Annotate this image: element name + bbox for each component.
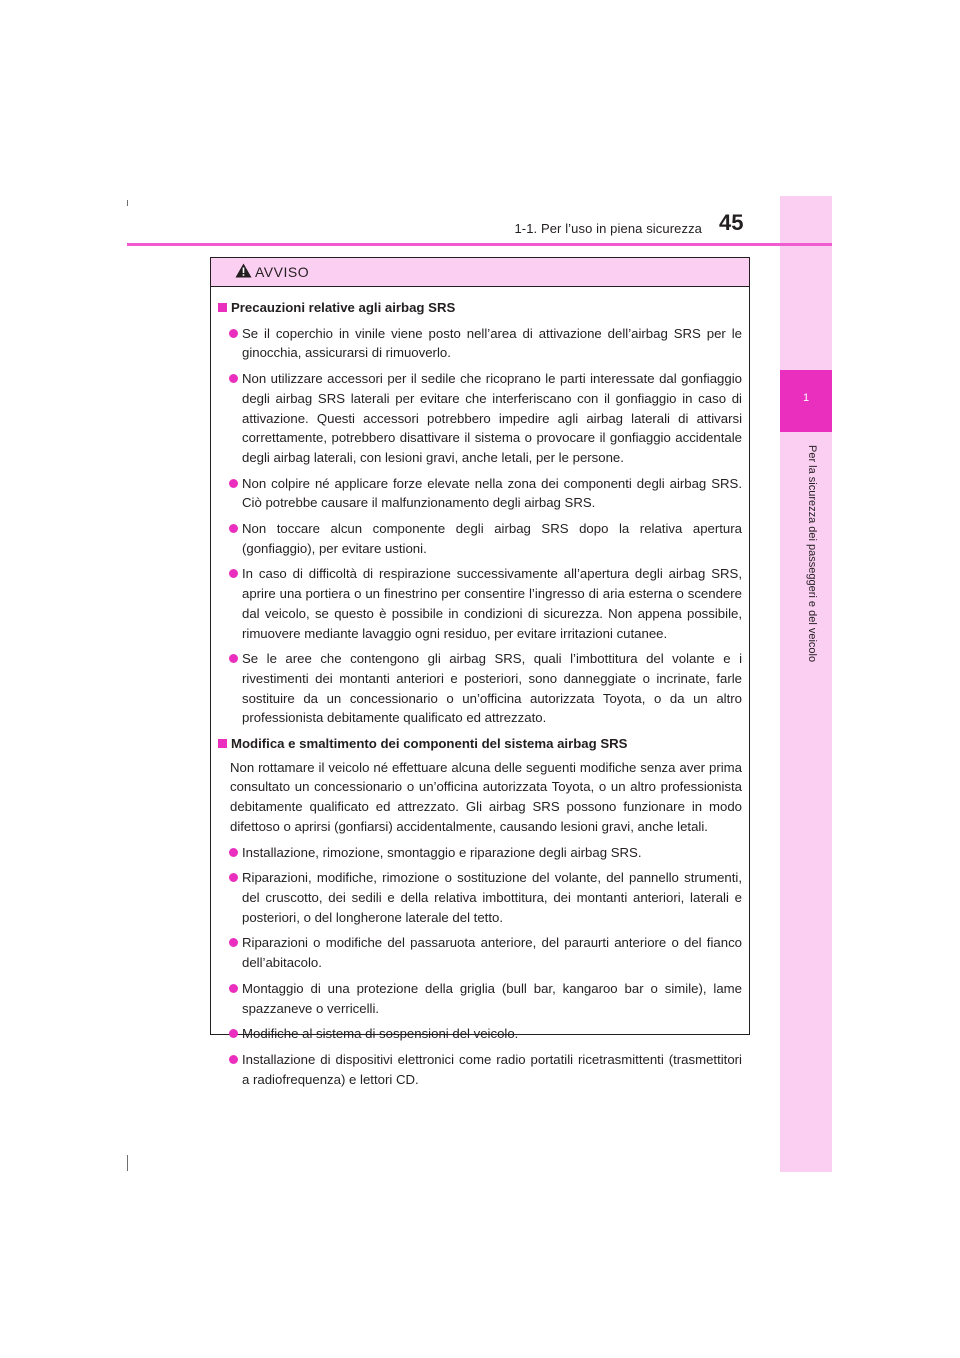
list-item: Montaggio di una protezione della griglia (bull bar, kangaroo bar o simile), lame spazzaneve o verricelli. [218,979,742,1018]
list-item: Riparazioni, modifiche, rimozione o sostituzione del volante, del pannello strumenti, del cruscotto, dei sedili e della relativa imbottitura, dei montanti anteriori, laterali e posteriori, o del longherone laterale del tetto. [218,868,742,927]
crop-mark [127,200,128,206]
bullet-icon [229,1055,238,1064]
bullet-icon [229,374,238,383]
section-header: 1-1. Per l’uso in piena sicurezza [514,221,702,236]
chapter-title: Per la sicurezza dei passeggeri e del veicolo [806,445,818,663]
warning-label: AVVISO [255,264,310,280]
warning-header [211,258,749,287]
warning-triangle-icon [235,263,252,283]
bullet-icon [229,569,238,578]
section-square-icon [218,739,227,748]
page-number: 45 [719,210,744,235]
bullet-icon [229,873,238,882]
warning-body [211,287,749,1089]
list-item: Installazione di dispositivi elettronici come radio portatili ricetrasmittenti (trasmettitori a radiofrequenza) e lettori CD. [218,1050,742,1089]
section-intro: Non rottamare il veicolo né effettuare alcuna delle seguenti modifiche senza aver prima consultato un concessionario o un’officina autorizzata Toyota, o un altro professionista debitamente qualificato ed attrezzato. Gli airbag SRS possono funzionare in modo difettoso o aprirsi (gonfiarsi) accidentalmente, causando lesioni gravi, anche letali. [230,759,742,834]
bullet-icon [229,938,238,947]
warning-box [210,257,750,1087]
list-item: Installazione, rimozione, smontaggio e riparazione degli airbag SRS. [218,843,742,863]
list-item: Se il coperchio in vinile viene posto nell’area di attivazione dell’airbag SRS per le ginocchia, assicurarsi di rimuoverlo. [218,324,742,363]
list-item: Se le aree che contengono gli airbag SRS, quali l’imbottitura del volante e i rivestimenti dei montanti anteriori e posteriori, sono danneggiate o incrinate, farle sostituire da un concessionario o un’officina autorizzata Toyota, o da un altro professionista debitamente qualificato ed attrezzato. [218,649,742,728]
list-item: Modifiche al sistema di sospensioni del veicolo. [218,1024,742,1044]
list-item: Non utilizzare accessori per il sedile che ricoprano le parti interessate dal gonfiaggio degli airbag SRS laterali per evitare che interferiscano con il gonfiaggio in caso di attivazione. Questi accessori potrebbero impedire agli airbag laterali di attivarsi correttamente, potrebbero disattivare il sistema o provocare il gonfiaggio accidentale degli airbag laterali, con lesioni gravi, anche letali, per le persone. [218,369,742,468]
bullet-icon [229,654,238,663]
chapter-number: 1 [802,392,810,404]
section-square-icon [218,303,227,312]
bullet-icon [229,329,238,338]
list-item: Non colpire né applicare forze elevate nella zona dei componenti degli airbag SRS. Ciò potrebbe causare il malfunzionamento degli airbag SRS. [218,474,742,513]
section-title: Precauzioni relative agli airbag SRS [218,298,742,318]
list-item: Non toccare alcun componente degli airbag SRS dopo la relativa apertura (gonfiaggio), per evitare ustioni. [218,519,742,558]
section-title: Modifica e smaltimento dei componenti del sistema airbag SRS [218,734,742,754]
crop-mark [127,1155,128,1171]
header-rule [127,243,832,246]
chapter-side-tab [780,196,832,1172]
bullet-icon [229,848,238,857]
bullet-icon [229,984,238,993]
bullet-icon [229,524,238,533]
bullet-icon [229,479,238,488]
list-item: In caso di difficoltà di respirazione successivamente all’apertura degli airbag SRS, aprire una portiera o un finestrino per consentire l’ingresso di aria esterna o scendere dal veicolo, se questo è possibile in condizioni di sicurezza. Non appena possibile, rimuovere mediante lavaggio ogni residuo, per evitare irritazioni cutanee. [218,564,742,643]
bullet-icon [229,1029,238,1038]
list-item: Riparazioni o modifiche del passaruota anteriore, del paraurti anteriore o del fianco dell’abitacolo. [218,933,742,972]
